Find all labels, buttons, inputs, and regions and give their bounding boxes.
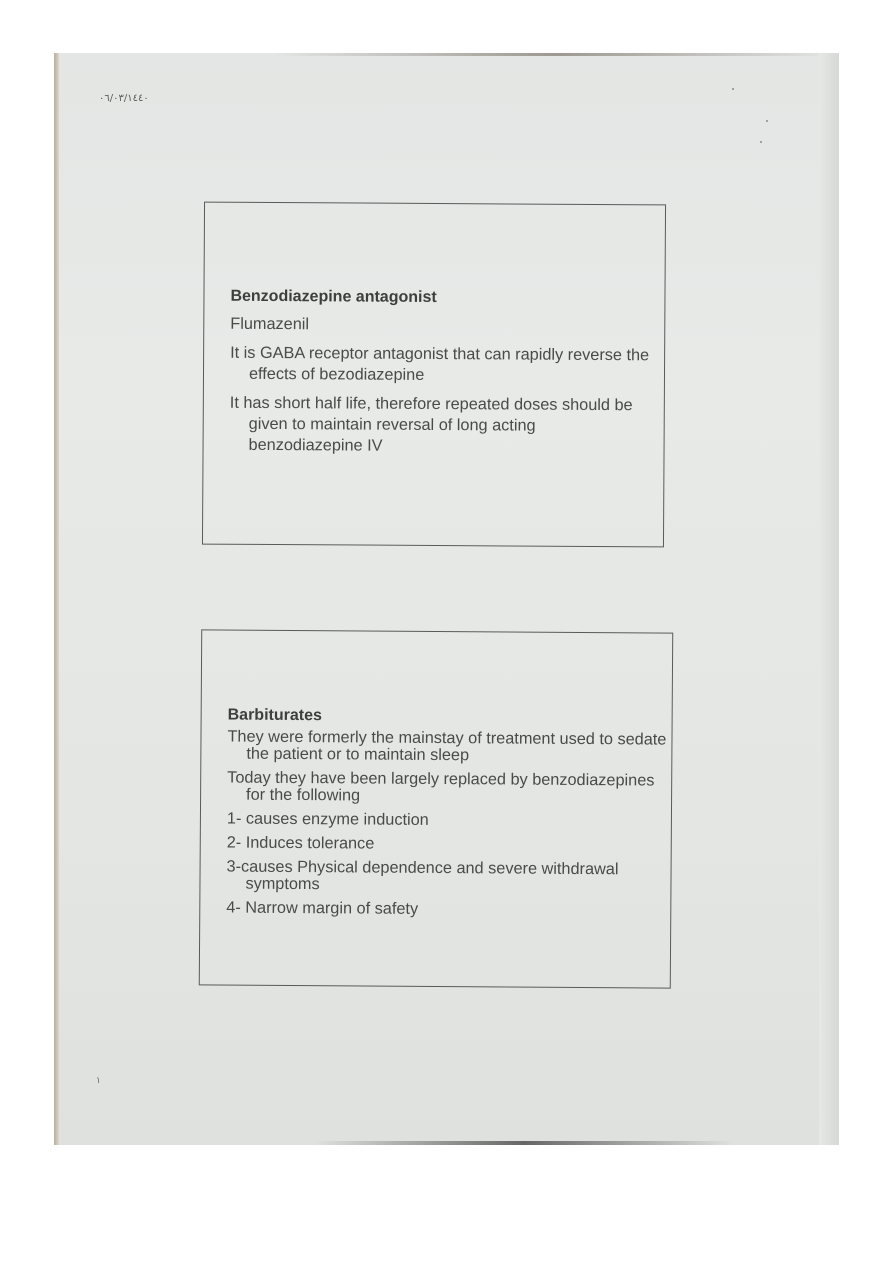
dust-speck	[732, 88, 734, 90]
slide-line: 1- causes enzyme induction	[226, 809, 429, 829]
slide-line: It has short half life, therefore repeated doses should be given to maintain reversal of long acting benzodiazepine IV	[229, 393, 633, 455]
slide-content	[229, 288, 650, 467]
page-number: ١	[96, 1076, 101, 1086]
slide-line: 2- Induces tolerance	[226, 833, 375, 853]
dust-speck	[760, 141, 762, 143]
slide-line: Flumazenil	[230, 314, 310, 334]
slide-title: Barbiturates	[227, 706, 322, 725]
dust-speck	[766, 120, 768, 122]
slide-line: It is GABA receptor antagonist that can rapidly reverse the effects of bezodiazepine	[230, 343, 650, 384]
slide-barbiturates	[199, 629, 673, 988]
slide-line: Today they have been largely replaced by benzodiazepines for the following	[227, 768, 655, 805]
slide-benzodiazepine-antagonist	[202, 202, 666, 548]
slide-content	[226, 707, 668, 927]
handwritten-date: ٠٦/٠٣/١٤٤٠	[99, 93, 149, 104]
page-bottom-edge-shadow	[314, 1141, 734, 1145]
slide-title: Benzodiazepine antagonist	[230, 287, 437, 307]
slide-line: 3-causes Physical dependence and severe withdrawal symptoms	[226, 857, 619, 894]
slide-line: They were formerly the mainstay of treatment used to sedate the patient or to maintain sleep	[227, 727, 667, 765]
scanned-page	[54, 53, 839, 1145]
slide-line: 4- Narrow margin of safety	[226, 898, 419, 918]
page-top-edge-shadow	[274, 53, 834, 56]
